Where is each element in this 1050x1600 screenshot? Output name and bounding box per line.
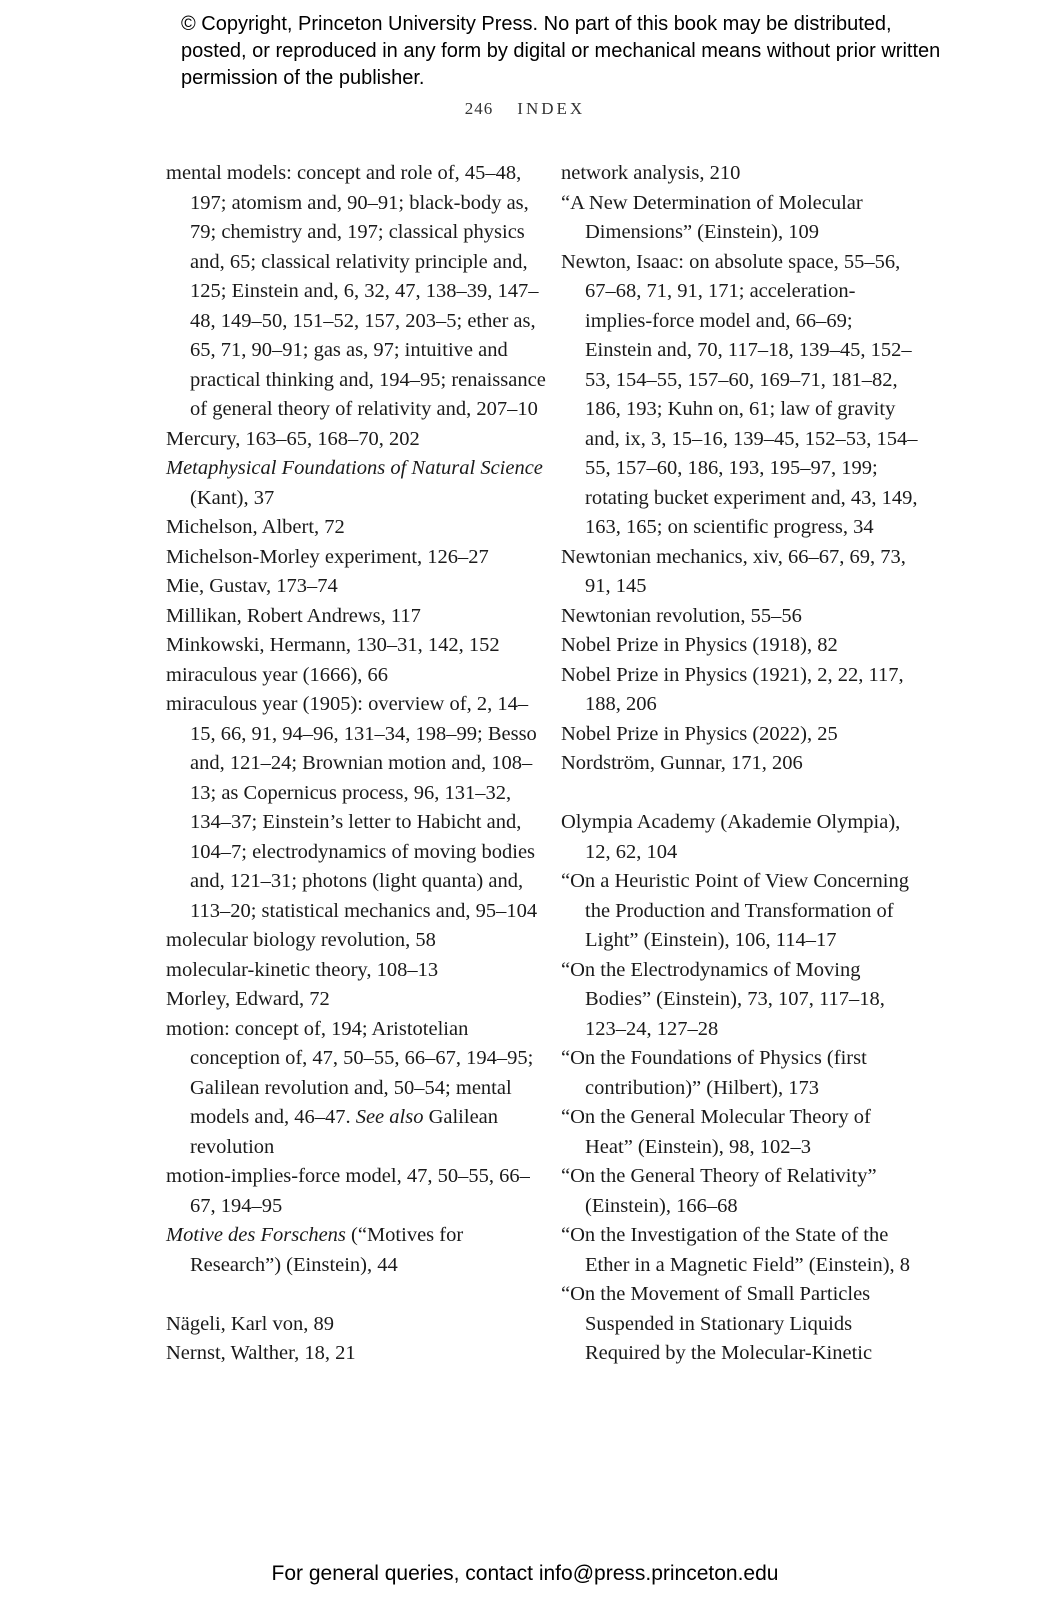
index-entry [166, 690, 546, 926]
index-entry [561, 720, 921, 750]
index-entry [561, 543, 921, 602]
index-entry-text: Nobel Prize in Physics (2022), 25 [561, 722, 838, 745]
index-entry-text: “A New Determination of Molecular Dimensions” (Einstein), 109 [561, 191, 863, 243]
index-entry-text: motion-implies-force model, 47, 50–55, 66–67, 194–95 [166, 1165, 530, 1217]
index-entry-text: Nobel Prize in Physics (1921), 2, 22, 117, 188, 206 [561, 663, 904, 715]
index-entry [166, 926, 546, 956]
index-entry [561, 159, 921, 189]
index-entry-text: Olympia Academy (Akademie Olympia), 12, 62, 104 [561, 811, 901, 863]
index-entry-text: network analysis, 210 [561, 162, 741, 184]
index-entry [166, 985, 546, 1015]
index-entry-text: “On the Electrodynamics of Moving Bodies” (Einstein), 73, 107, 117–18, 123–24, 127–28 [561, 958, 885, 1040]
index-entry-text: Minkowski, Hermann, 130–31, 142, 152 [166, 634, 500, 656]
index-entry [166, 513, 546, 543]
index-entry-text: “On the General Theory of Relativity” (Einstein), 166–68 [561, 1165, 877, 1217]
index-entry-italic-text: Motive des Forschens [166, 1224, 346, 1246]
index-entry-text: Newtonian mechanics, xiv, 66–67, 69, 73, 91, 145 [561, 545, 906, 597]
index-entry-text: (Kant), 37 [190, 486, 275, 509]
index-entry [166, 1310, 546, 1340]
index-entry [166, 454, 546, 513]
letter-group-gap [561, 779, 921, 809]
index-entry-text: Michelson, Albert, 72 [166, 516, 345, 538]
index-entry-text: Millikan, Robert Andrews, 117 [166, 604, 421, 627]
index-entry [561, 749, 921, 779]
index-entry-text: “On a Heuristic Point of View Concerning the Production and Transformation of Light” (Einstein), 106, 114–17 [561, 870, 909, 951]
index-entry-italic-text: See also [355, 1106, 424, 1128]
index-entry [561, 1044, 921, 1103]
page-number: 246 [464, 99, 494, 118]
index-entry-text: “On the Movement of Small Particles Suspended in Stationary Liquids Required by the Molecular-Kinetic [561, 1283, 873, 1364]
index-entry-text: miraculous year (1666), 66 [166, 663, 389, 686]
copyright-notice: © Copyright, Princeton University Press. No part of this book may be distributed, posted, or reproduced in any form by digital or mechanical means without prior written permission of the publisher. [181, 13, 941, 89]
index-entry-text: Nobel Prize in Physics (1918), 82 [561, 634, 838, 656]
index-entry [166, 631, 546, 661]
index-entry-text: Nernst, Walther, 18, 21 [166, 1342, 356, 1364]
index-entry [166, 1162, 546, 1221]
index-entry [561, 661, 921, 720]
index-entry-text: Newtonian revolution, 55–56 [561, 604, 802, 627]
index-entry-text: “On the Foundations of Physics (first contribution)” (Hilbert), 173 [561, 1047, 867, 1099]
index-entry-text: molecular biology revolution, 58 [166, 929, 436, 951]
index-entry-text: Mercury, 163–65, 168–70, 202 [166, 427, 420, 450]
index-entry-text: “On the Investigation of the State of the Ether in a Magnetic Field” (Einstein), 8 [561, 1224, 911, 1276]
index-entry-text: Mie, Gustav, 173–74 [166, 575, 338, 597]
index-entry [561, 867, 921, 956]
index-entry [166, 543, 546, 573]
index-entry-text: motion: concept of, 194; Aristotelian conception of, 47, 50–55, 66–67, 194–95; Galilean revolution and, 50–54; mental models and, 46–47. [166, 1017, 534, 1128]
letter-group-gap [166, 1280, 546, 1310]
index-entry-text: “On the General Molecular Theory of Heat” (Einstein), 98, 102–3 [561, 1106, 871, 1158]
index-entry [561, 1162, 921, 1221]
index-entry [166, 1015, 546, 1163]
index-entry-text: Newton, Isaac: on absolute space, 55–56, 67–68, 71, 91, 171; acceleration-implies-force model and, 66–69; Einstein and, 70, 117–18, 139–45, 152–53, 154–55, 157–60, 169–71, 181–82, 186, 193; Kuhn on, 61; law of gravity and, ix, 3, 15–16, 139–45, 152–53, 154–55, 157–60, 186, 193, 195–97, 199; rotating bucket experiment and, 43, 149, 163, 165; on scientific progress, 34 [561, 250, 918, 538]
index-entry [166, 159, 546, 425]
index-entry-text: mental models: concept and role of, 45–48, 197; atomism and, 90–91; black-body as, 79; chemistry and, 197; classical physics and, 65; classical relativity principle and, 125; Einstein and, 6, 32, 47, 138–39, 147–48, 149–50, 151–52, 157, 203–5; ether as, 65, 71, 90–91; gas as, 97; intuitive and practical thinking and, 194–95; renaissance of general theory of relativity and, 207–10 [166, 162, 546, 420]
index-entry [561, 602, 921, 632]
index-column-right [561, 159, 921, 1369]
index-entry [166, 602, 546, 632]
index-entry [166, 1221, 546, 1280]
index-entry [561, 1221, 921, 1280]
index-entry-text: (“Motives for Research”) (Einstein), 44 [190, 1224, 464, 1276]
running-head [0, 99, 1050, 119]
index-entry [166, 572, 546, 602]
index-entry [166, 1339, 546, 1369]
index-entry-text: Michelson-Morley experiment, 126–27 [166, 545, 489, 568]
index-entry [561, 1280, 921, 1369]
index-entry [561, 248, 921, 543]
index-entry-text: miraculous year (1905): overview of, 2, 14–15, 66, 91, 94–96, 131–34, 198–99; Besso and, 121–24; Brownian motion and, 108–13; as Copernicus process, 96, 131–32, 134–37; Einstein’s letter to Habicht and, 104–7; electrodynamics of moving bodies and, 121–31; photons (light quanta) and, 113–20; statistical mechanics and, 95–104 [166, 693, 538, 922]
index-entry [561, 631, 921, 661]
index-entry [561, 808, 921, 867]
index-entry-text: molecular-kinetic theory, 108–13 [166, 958, 439, 981]
index-entry-text: Nägeli, Karl von, 89 [166, 1312, 334, 1335]
footer-contact: For general queries, contact info@press.princeton.edu [271, 1562, 779, 1585]
index-entry [561, 956, 921, 1045]
index-entry-text: Morley, Edward, 72 [166, 988, 330, 1010]
index-entry [166, 661, 546, 691]
section-title: INDEX [517, 99, 586, 118]
index-column-left [166, 159, 546, 1369]
index-entry-text: Galilean revolution [190, 1106, 499, 1158]
index-entry [561, 189, 921, 248]
index-entry-text: Nordström, Gunnar, 171, 206 [561, 752, 803, 774]
index-entry [166, 956, 546, 986]
index-entry [166, 425, 546, 455]
index-entry [561, 1103, 921, 1162]
index-entry-italic-text: Metaphysical Foundations of Natural Science [166, 457, 543, 479]
